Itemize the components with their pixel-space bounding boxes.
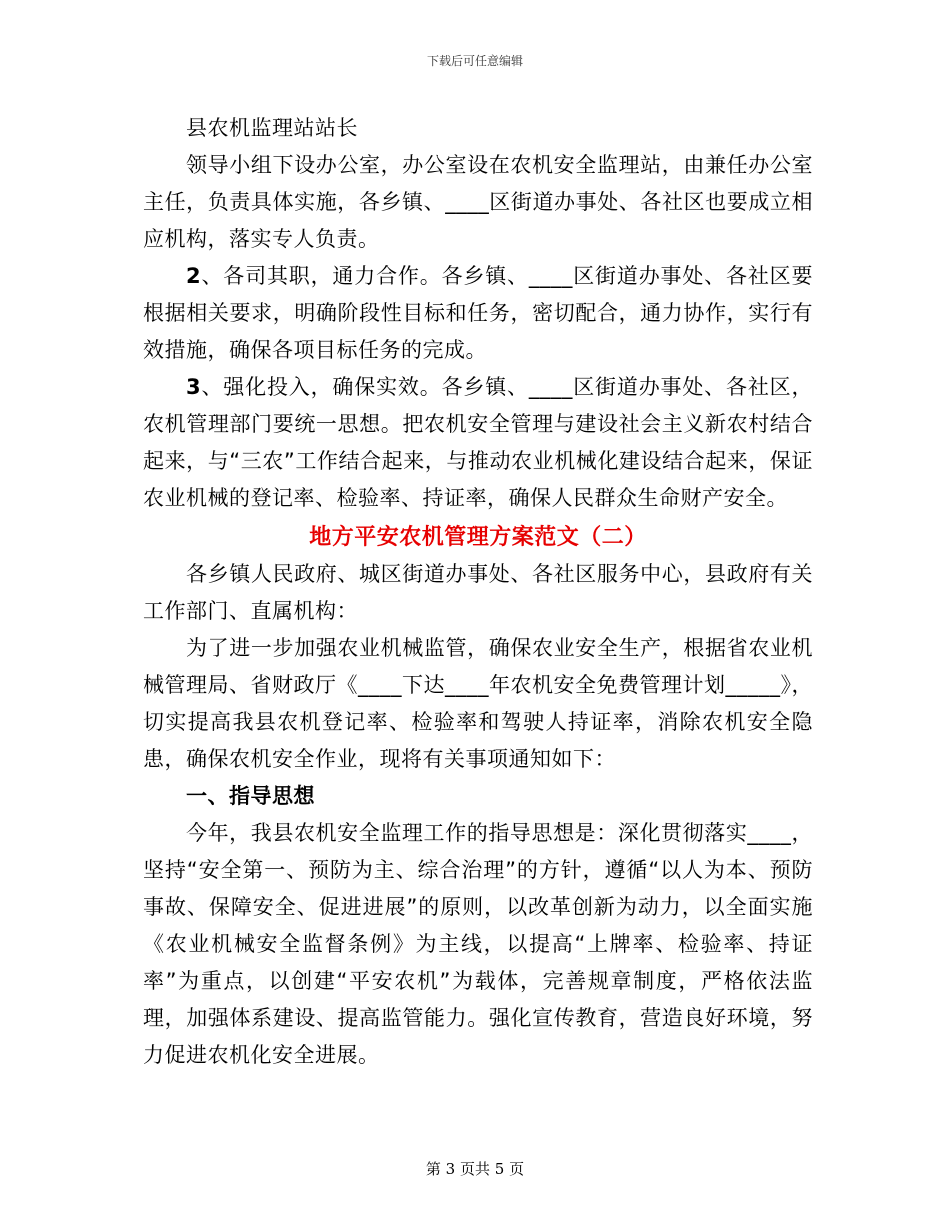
item-number: 2 xyxy=(186,264,202,288)
section-title: 地方平安农机管理方案范文（二） xyxy=(309,525,647,550)
page-footer: 第 3 页共 5 页 xyxy=(425,1160,525,1178)
paragraph-office-setup: 领导小组下设办公室，办公室设在农机安全监理站，由兼任办公室主任，负责具体实施，各乡镇、____区街道办事处、各社区也要成立相应机构，落实专人负责。 xyxy=(143,153,813,251)
item-text: 、各司其职，通力合作。各乡镇、____区街道办事处、各社区要根据相关要求，明确阶段性目标和任务，密切配合，通力协作，实行有效措施，确保各项目标任务的完成。 xyxy=(143,264,813,362)
heading-guiding-ideology: 一、指导思想 xyxy=(186,784,315,808)
paragraph-station-chief: 县农机监理站站长 xyxy=(186,116,358,140)
paragraph-purpose: 为了进一步加强农业机械监管，确保农业安全生产，根据省农业机械管理局、省财政厅《____下达____年农机安全免费管理计划_____》，切实提高我县农机登记率、检验率和驾驶人持证率，消除农机安全隐患，确保农机安全作业，现将有关事项通知如下： xyxy=(143,636,813,771)
paragraph-addressees: 各乡镇人民政府、城区街道办事处、各社区服务中心，县政府有关工作部门、直属机构： xyxy=(143,562,813,623)
paragraph-item-3 xyxy=(143,369,813,517)
paragraph-guiding-ideology: 今年，我县农机安全监理工作的指导思想是：深化贯彻落实____，坚持“安全第一、预防为主、综合治理”的方针，遵循“以人为本、预防事故、保障安全、促进进展”的原则，以改革创新为动力，以全面实施《农业机械安全监督条例》为主线，以提高“上牌率、检验率、持证率”为重点，以创建“平安农机”为载体，完善规章制度，严格依法监理，加强体系建设、提高监管能力。强化宣传教育，营造良好环境，努力促进农机化安全进展。 xyxy=(143,821,813,1067)
document-body xyxy=(143,110,813,1074)
item-text: 、强化投入，确保实效。各乡镇、____区街道办事处、各社区，农机管理部门要统一思想。把农机安全管理与建设社会主义新农村结合起来，与“三农”工作结合起来，与推动农业机械化建设结合起来，保证农业机械的登记率、检验率、持证率，确保人民群众生命财产安全。 xyxy=(143,375,813,510)
item-number: 3 xyxy=(186,375,202,399)
paragraph-item-2 xyxy=(143,258,813,369)
page-header: 下载后可任意编辑 xyxy=(426,54,523,68)
